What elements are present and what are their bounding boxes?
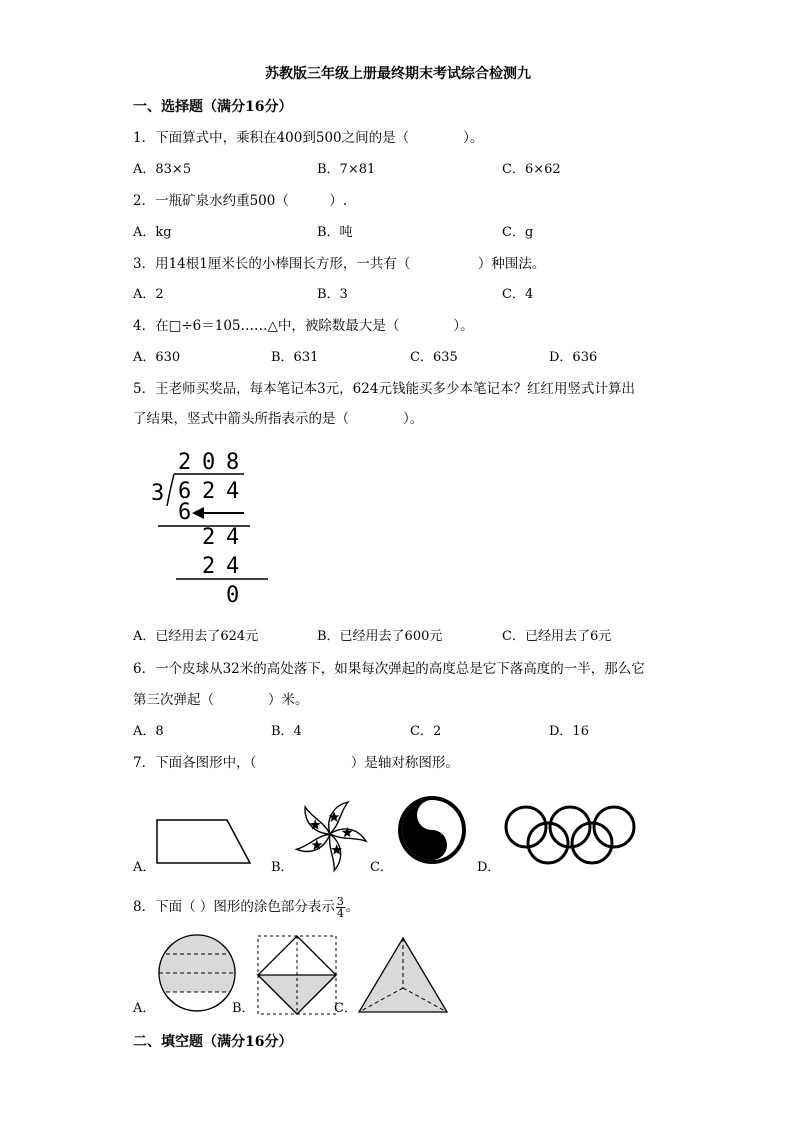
q1-option-b[interactable]: B．7×81 [317,162,376,177]
division-dividend-digit: 2 [202,479,216,504]
question-7: 7．下面各图形中，（ ）是轴对称图形。 [133,755,459,771]
q5-option-c[interactable]: C．已经用去了6元 [502,629,612,644]
page-title: 苏教版三年级上册最终期末考试综合检测九 [265,66,531,82]
shaded-circle-figure [152,933,244,1015]
q5-option-b[interactable]: B．已经用去了600元 [317,629,443,644]
fraction-denominator: 4 [336,907,344,920]
question-8 [133,894,359,920]
division-quotient-digit: 8 [226,450,240,475]
question-5-line-2: 了结果，竖式中箭头所指表示的是（ ）。 [133,411,424,427]
q6-option-d[interactable]: D．16 [549,724,589,739]
q6-option-a[interactable]: A．8 [133,724,164,739]
q7-option-a[interactable]: A． [133,860,156,875]
q3-option-b[interactable]: B．3 [317,287,348,302]
division-lines [140,448,280,608]
q1-option-a[interactable]: A．83×5 [133,162,192,177]
q7-option-c[interactable]: C． [370,860,393,875]
section-1-heading: 一、选择题（满分16分） [133,99,293,115]
division-dividend-digit: 6 [178,479,192,504]
q2-option-c[interactable]: C．g [502,225,534,240]
shaded-triangle-figure [357,936,451,1018]
division-step-product: 6 [178,500,192,525]
q3-option-c[interactable]: C．4 [502,287,534,302]
section-2-heading: 二、填空题（满分16分） [133,1034,293,1050]
question-8-end: 。 [345,899,360,915]
division-step-digit: 4 [226,525,240,550]
q2-option-b[interactable]: B．吨 [317,225,353,240]
division-divisor: 3 [151,481,165,506]
question-6-line-1: 6．一个皮球从32米的高处落下，如果每次弹起的高度总是它下落高度的一半，那么它 [133,661,645,677]
q5-option-a[interactable]: A．已经用去了624元 [133,629,259,644]
division-step-digit: 2 [202,554,216,579]
division-quotient-digit: 2 [178,450,192,475]
question-6-line-2: 第三次弹起（ ）米。 [133,692,309,708]
q4-option-a[interactable]: A．630 [133,350,181,365]
q4-option-c[interactable]: C．635 [410,350,458,365]
division-step-digit: 4 [226,554,240,579]
fraction-numerator: 3 [336,895,344,908]
question-5-line-1: 5．王老师买奖品，每本笔记本3元，624元钱能买多少本笔记本？红红用竖式计算出 [133,381,635,397]
shaded-diamond-figure [256,934,340,1016]
division-step-digit: 2 [202,525,216,550]
q7-option-d[interactable]: D． [477,860,501,875]
q8-option-c[interactable]: C． [334,1001,357,1016]
question-8-text: 8．下面（ ）图形的涂色部分表示 [133,899,335,915]
question-1: 1．下面算式中，乘积在400到500之间的是（ ）。 [133,130,484,146]
trapezoid-figure [155,818,255,868]
division-dividend-digit: 4 [226,479,240,504]
q8-option-b[interactable]: B． [232,1001,255,1016]
pinwheel-flower-figure [292,796,368,872]
q6-option-c[interactable]: C．2 [410,724,442,739]
fraction-three-quarters [336,896,345,919]
q4-option-d[interactable]: D．636 [549,350,598,365]
olympic-rings-figure [502,803,638,865]
division-quotient-digit: 0 [202,450,216,475]
arrow-head-icon [192,507,204,519]
q8-option-a[interactable]: A． [133,1001,156,1016]
division-remainder: 0 [226,583,240,608]
q2-option-a[interactable]: A．kg [133,225,172,240]
q6-option-b[interactable]: B．4 [271,724,302,739]
q1-option-c[interactable]: C．6×62 [502,162,561,177]
question-3: 3．用14根1厘米长的小棒围长方形，一共有（ ）种围法。 [133,256,546,272]
question-4: 4．在□÷6＝105……△中，被除数最大是（ ）。 [133,318,474,334]
q4-option-b[interactable]: B．631 [271,350,319,365]
yin-yang-figure [396,794,468,866]
long-division-figure [140,448,280,608]
q7-option-b[interactable]: B． [271,860,294,875]
q3-option-a[interactable]: A．2 [133,287,164,302]
question-2: 2．一瓶矿泉水约重500（ ）. [133,193,348,209]
